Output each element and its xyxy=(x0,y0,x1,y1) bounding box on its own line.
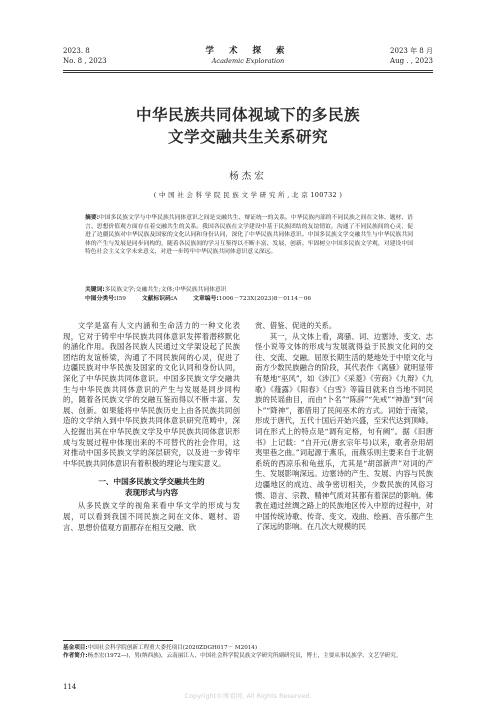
doc-code-value: A xyxy=(173,296,178,302)
keywords-text: 多民族文学;交融共生;文体;中华民族共同体意识 xyxy=(104,287,227,293)
keywords xyxy=(85,286,413,295)
copyright-watermark: Copyright©博看网. All Rights Reserved. xyxy=(184,692,312,700)
header-issue-left-line2: No. 8 , 2023 xyxy=(63,57,107,65)
footnote-fund xyxy=(63,644,433,652)
keywords-label: 关键词: xyxy=(85,287,105,293)
footnote-fund-text: 中国社会科学院创新工程重大委托项目(2020ZDGH017－ M2014) xyxy=(87,645,258,651)
body-paragraph: 其一，从文体上看，离骚、词、边塞诗、变文、志怪小说等文体的形成与发展就得益于民族文化间的交往、交流、交融。屈原长期生活的楚地处于中原文化与南方少数民族融合的阶段，其代表作《离骚》就明显带有楚地“巫风”，如《涉江》《采菱》《劳商》《九辩》《九歌》《薤露》《阳春》《白雪》等篇目就来自当地不同民族的民谣曲目，而由“卜名”“陈辞”“先戒”“神游”到“问卜”“降神”，都借用了民间巫术的方式。词始于南梁，形成于唐代，五代十国后开始兴盛，至宋代达到顶峰。词在形式上的特点是“调有定格，句有阙”。据《旧唐书》上记载：“自开元(唐玄宗年号)以来，歌者杂用胡夷里巷之曲。”词起源于燕乐，而燕乐则主要来自于北朝系统的西凉乐和龟兹乐，尤其是“胡部新声”对词的产生、发展影响深远。边塞诗的产生、发展、内容与民族边疆地区的成边、战争密切相关，少数民族的风俗习惯、语言、宗教、精神气质对其都有着深层的影响。佛教在通过丝绸之路上的民族地区传入中原的过程中，对中国传统诗歌、传奇、变文、戏曲、绘画、音乐都产生了深远的影响。在几次大规模的民 xyxy=(255,331,433,532)
footnotes xyxy=(63,644,433,660)
class-label: 中图分类号: xyxy=(85,296,117,302)
abstract xyxy=(85,214,413,257)
doc-code-label: 文献标识码: xyxy=(141,296,174,302)
footnote-author-label: 作者简介: xyxy=(63,653,88,660)
article-number-value: 1006－723X(2023)8－0114－06 xyxy=(218,296,312,302)
section-heading-line-1: 一、中国多民族文学交融共生的 xyxy=(98,477,205,487)
section-heading-line-2: 表现形式与内容 xyxy=(124,488,179,498)
abstract-text: 中国多民族文学与中华民族共同体意识之间是交融共生、辩证统一的关系。中华民族内部的不同民族之间在文体、题材、语言、思想价值观方面存在着交融共生的关系。我国各民族在文学建设中基于民族团结的友谊情谊，沟通了不同民族间的心灵，促进了边疆民族对中华民族及国家的文化认同和身份认同，深化了中华民族共同体意识。中国多民族文学交融共生与中华民族共同体的产生与发展是同步同构的，随着各民族间的学习互鉴得以不断丰富、发展、创新。牢固树立中国多民族文学观，对建设中国特色社会主义文学未来意义，对进一步铸牢中华民族共同体意识意义深远。 xyxy=(85,215,413,256)
body-paragraph-continued: 赏、借鉴、促进的关系。 xyxy=(255,321,337,330)
body-column-left xyxy=(63,321,240,533)
title-line-1: 中华民族共同体视域下的多民族 xyxy=(135,105,360,124)
section-heading xyxy=(63,476,240,498)
article-title xyxy=(0,104,496,148)
header-date-right-line2: Aug . , 2023 xyxy=(390,57,433,65)
classification-line xyxy=(85,295,413,304)
footnote-author-text: 杨杰宏(1972—)，男(纳西族)，云南丽江人，中国社会科学院民族文学研究所副研究员，博士，主要从事民族学、文艺学研究。 xyxy=(87,653,402,660)
footnote-fund-label: 基金项目: xyxy=(63,645,88,651)
footnote-rule xyxy=(63,640,173,641)
body-paragraph: 从多民族文学的视角来看中华文学的形成与发展，可以看到我国不同民族之间在文体、题材、语言、思想价值观方面都存在相互交融、欣 xyxy=(63,501,240,532)
article-number-label: 文章编号: xyxy=(193,296,219,302)
footnote-author xyxy=(63,652,433,660)
author-name: 杨杰宏 xyxy=(229,171,267,182)
page-number: 114 xyxy=(63,683,77,691)
journal-title-en: Academic Exploration xyxy=(211,57,285,65)
title-line-2: 文学交融共生关系研究 xyxy=(167,127,328,146)
header-rule-thin xyxy=(63,72,433,73)
journal-title-zh: 学 术 探 索 xyxy=(205,46,291,56)
header-rule xyxy=(63,70,433,71)
header-date-right xyxy=(390,46,433,66)
class-value: I59 xyxy=(116,296,126,302)
header-date-right-line1: 2023 年 8 月 xyxy=(390,47,433,55)
author-affiliation: ( 中 国 社 会 科 学 院 民 族 文 学 研 究 所 , 北 京 100732 ) xyxy=(153,191,343,199)
body-column-right xyxy=(255,321,433,533)
header-issue-left-line1: 2023. 8 xyxy=(63,47,90,55)
body-paragraph: 文学是富有人文内涵和生命活力的一种文化表现，它对于铸牢中华民族共同体意识发挥着潜移默化的涵化作用。我国各民族人民通过文学架设起了民族团结的友谊桥梁，沟通了不同民族间的心灵，促进了边疆民族对中华民族及国家的文化认同和身份认同，深化了中华民族共同体意识。中国多民族文学交融共生与中华民族共同体意识的产生与发展是同步同构的，随着各民族文学的交融互鉴而得以不断丰富、发展、创新。如果能将中华民族历史上由各民族共同创造的文学纳入到中华民族共同体意识研究范畴中，深入挖掘出其在中华民族文学及中华民族共同体意识形成与发展过程中体现出来的不可替代的社会作用，这对推动中国多民族文学的深层研究，以及进一步铸牢中华民族共同体意识有着积极的理论与现实意义。 xyxy=(63,321,240,468)
abstract-label: 摘要: xyxy=(85,215,99,221)
